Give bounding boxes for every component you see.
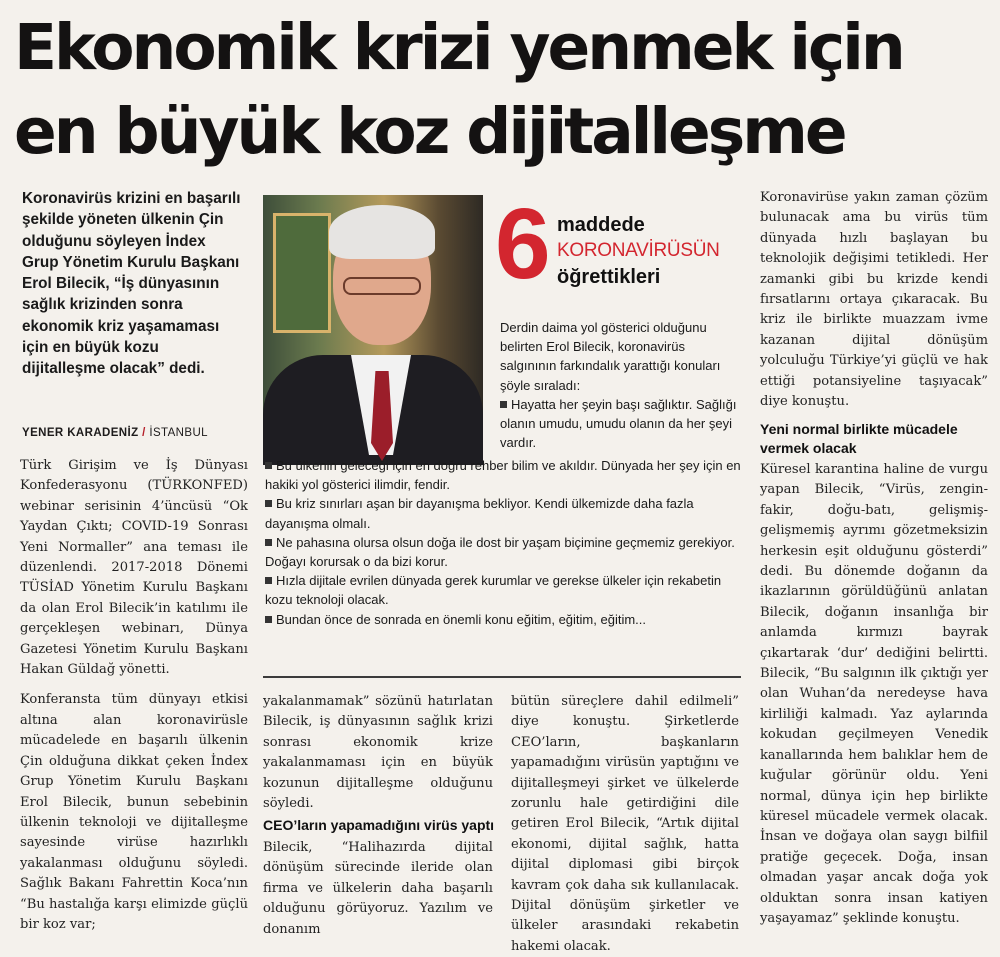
lessons-list: [263, 456, 741, 654]
body-paragraph: Türk Girişim ve İş Dünyası Konfederasyonu (TÜRKONFED) webinar serisinin 4’üncüsü “Ok Yaydan Çıktı; COVID-19 Sonrası Yeni Normaller” ana teması ile düzenlendi. 2017-2018 Dönemi TÜSİAD Yönetim Kurulu Başkanı da olan Erol Bilecik’in katılımı ile gerçekleşen webinarı, Dünya Gazetesi Yönetim Kurulu Başkanı Hakan Güldağ yönetti.: [20, 458, 248, 678]
glasses-shape: [343, 277, 421, 295]
column-2-continued: [263, 838, 493, 940]
subheading: Yeni normal birlikte mücadele vermek olacak: [760, 421, 958, 456]
square-bullet-icon: [265, 500, 272, 507]
body-paragraph: Bilecik, “Halihazırda dijital dönüşüm sürecinde ileride olan firma ve ülkelerin daha başarılı olduğunu görüyoruz. Yazılım ve donanım: [263, 840, 493, 937]
portrait-photo: [263, 195, 483, 453]
hair-shape: [329, 205, 435, 259]
list-item: Hayatta her şeyin başı sağlıktır. Sağlığı olanın umudu, umudu olanın da her şeyi vardır.: [500, 396, 737, 451]
subheading: CEO’ların yapamadığını virüs yaptı: [263, 817, 495, 833]
headline-line-1: Ekonomik krizi yenmek için: [14, 11, 903, 84]
column-2: [263, 692, 493, 814]
list-title-word-3: öğrettikleri: [557, 266, 661, 288]
list-number: 6: [495, 188, 549, 300]
headline: [14, 6, 989, 174]
square-bullet-icon: [265, 577, 272, 584]
list-item: Bu kriz sınırları aşan bir dayanışma bekliyor. Kendi ülkemizde daha fazla dayanışma olmalı.: [265, 496, 694, 531]
body-paragraph: Küresel karantina haline de vurgu yapan Bilecik, “Virüs, zengin-fakir, doğu-batı, gelişmiş-gelişmemiş ayrımı gözetmeksizin herkesin eşit olduğunu gösterdi” dedi. Bu dönemde doğanın da ikazlarının görüldüğünü anlatan Bilecik, doğanın insanlığa bir anlamda kırmızı bayrak çıkartarak ‘dur’ dediğini belirtti. Bilecik, “Bu salgının ilk çıktığı yer olan Wuhan’da neredeyse hava kirliliği kalmadı. Yaz aylarında kokudan geçilmeyen Venedik kanallarında hem balıklar hem de kuğular görünür oldu. Yeni normal, dünya için hep birlikte küresel mücadele vermek olacak. İnsan ve doğaya olan saygı bilfiil pratiğe geçecek. Doğa, insan olmadan yaşar ancak doğa yok olduktan sonra insan katiyen yaşayamaz” şeklinde konuştu.: [760, 462, 988, 926]
list-title-word-1: maddede: [557, 214, 645, 236]
list-title-word-2: KORONAVİRÜSÜN: [557, 240, 720, 261]
box-divider: [263, 676, 741, 678]
list-header: [495, 188, 745, 302]
byline-separator: /: [142, 427, 146, 439]
list-intro: [500, 318, 740, 452]
body-paragraph: Koronavirüse yakın zaman çözüm bulunacak ama bu virüs tüm dünyada hızlı başlayan bu teknolojik değişimi tetikledi. Her zamanki gibi bu krizde kendi fırsatlarını ortaya çıkaracak. Bu kriz ile birlikte muazzam ivme kazanan dijital dönüşüm yolculuğu Türkiye’yi güçlü ve hak ettiği potansiyeline taşıyacak” diye konuştu.: [760, 190, 988, 410]
square-bullet-icon: [265, 616, 272, 623]
author-name: YENER KARADENİZ: [22, 427, 139, 439]
byline: [22, 427, 244, 439]
list-item: Bu ülkenin geleceği için en doğru rehber bilim ve akıldır. Dünyada her şey için en hakiki yol gösterici ilimdir, fendir.: [265, 458, 741, 493]
body-paragraph: yakalanmamak” sözünü hatırlatan Bilecik, iş dünyasının sağlık krizi sonrası ekonomik krize yakalanmaması için en büyük kozunun dijitalleşme olduğunu söyledi.: [263, 694, 493, 812]
background-painting: [273, 213, 331, 333]
list-item: Hızla dijitale evrilen dünyada gerek kurumlar ve gerekse ülkeler için rekabetin kozu teknoloji olacak.: [265, 573, 722, 608]
square-bullet-icon: [500, 401, 507, 408]
column-4-continued: [760, 460, 988, 929]
headline-line-2: en büyük koz dijitalleşme: [14, 95, 845, 168]
column-4: [760, 188, 988, 412]
square-bullet-icon: [265, 539, 272, 546]
byline-place: İSTANBUL: [149, 427, 208, 439]
square-bullet-icon: [265, 462, 272, 469]
column-1: [20, 456, 248, 935]
list-intro-text: Derdin daima yol gösterici olduğunu belirten Erol Bilecik, koronavirüs salgınının farkındalık yarattığı konuları şöyle sıraladı:: [500, 320, 721, 393]
list-item: Bundan önce de sonrada en önemli konu eğitim, eğitim, eğitim...: [263, 610, 741, 629]
lead-paragraph: Koronavirüs krizini en başarılı şekilde yöneten ülkenin Çin olduğunu söyleyen İndex Grup Yönetim Kurulu Başkanı Erol Bilecik, “İş dünyasının sağlık krizinden sonra ekonomik kriz yaşamaması için en büyük kozu dijitalleşme olacak” dedi.: [22, 190, 241, 378]
body-paragraph: Konferansta tüm dünyayı etkisi altına alan koronavirüsle mücadelede en başarılı ülkenin Çin olduğuna dikkat çeken İndex Grup Yönetim Kurulu Başkanı Erol Bilecik, bunun sebebinin ülkenin teknoloji ve dijitalleşme sayesinde virüse hazırlıklı yakalanması olduğunu söyledi. Sağlık Bakanı Fahrettin Koca’nın “Bu hastalığa karşı elimizde güçlü bir koz var;: [20, 692, 248, 932]
body-paragraph: bütün süreçlere dahil edilmeli” diye konuştu. Şirketlerde CEO’ların, başkanların yapamadığını virüsün yaptığını ve dijitalleşmeyi şirket ve ülkelerde zorunlu hale getirdiğini dile getiren Erol Bilecik, “Artık dijital ekonomi, dijital sağlık, hatta dijital diplomasi gibi birçok kavram çok daha sık kullanılacak. Dijital dönüşüm şirketler ve ülkeler arasındaki rekabetin hakemi olacak.: [511, 694, 739, 954]
list-item: Ne pahasına olursa olsun doğa ile dost bir yaşam biçimine geçmemiz gerekiyor. Doğayı korursak o da bizi korur.: [265, 534, 735, 570]
column-3: [511, 692, 739, 957]
